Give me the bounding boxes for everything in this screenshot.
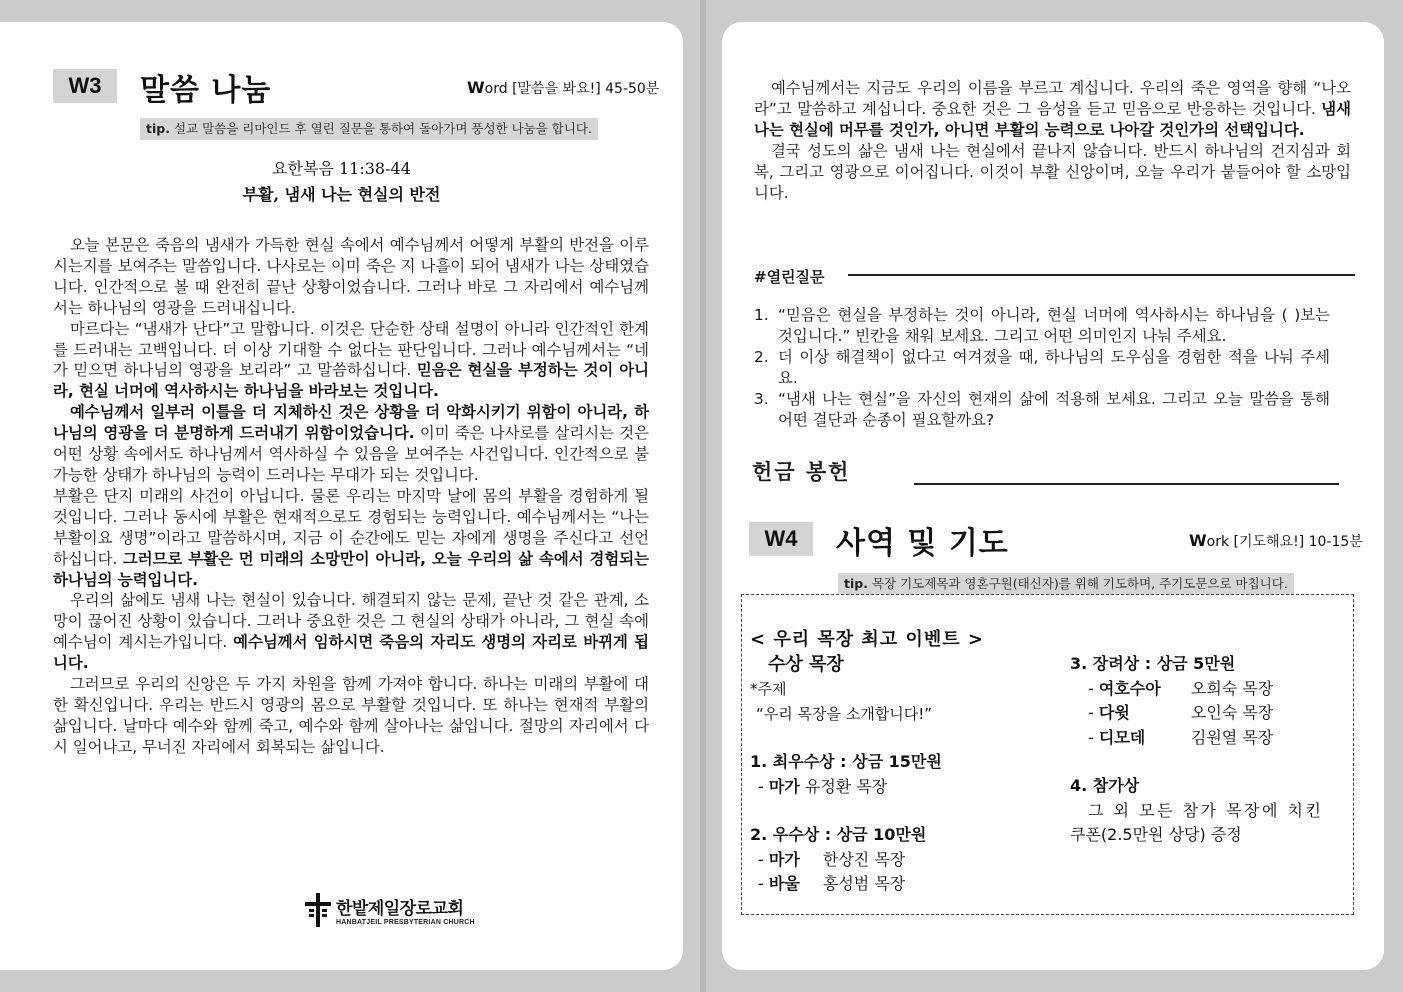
church-name-english: HANBATJEIL PRESBYTERIAN CHURCH	[336, 919, 475, 926]
theme-label: *주제	[750, 680, 787, 698]
heading-rule	[848, 274, 1355, 276]
paragraph: 그러므로 우리의 신앙은 두 가지 차원을 함께 가져야 합니다. 하나는 미래의 부활에 대한 확신입니다. 우리는 반드시 영광의 몸으로 부활할 것입니다. 또 하나는 현재적 부활의 삶입니다. 날마다 예수와 함께 죽고, 예수와 함께 살아나는 삶입니다. 절망의 자리에서 다시 일어나고, 무너진 자리에서 회복되는 삶입니다.	[53, 675, 649, 756]
scripture-reference: 요한복음 11:38-44	[272, 159, 411, 178]
left-page	[0, 22, 683, 970]
event-heading: < 우리 목장 최고 이벤트 >	[750, 629, 984, 650]
open-questions-heading: #열린질문	[754, 268, 825, 286]
award-text: 쿠폰(2.5만원 상당) 증정	[1070, 825, 1242, 844]
award-entry: - 디모데 김원열 목장	[1088, 727, 1274, 747]
paragraph: 우리의 삶에도 냄새 나는 현실이 있습니다. 해결되지 않는 문제, 끝난 것 같은 관계, 소망이 끊어진 상황이 있습니다. 그러나 중요한 것은 그 현실의 상태가 아니라, 그 현실 속에 예수님이 계시는가입니다. 예수님께서 임하시면 죽음의 자리도 생명의 자리로 바뀌게 됩니다.	[53, 591, 649, 673]
open-questions-list	[754, 305, 1330, 430]
sermon-body-continued	[754, 78, 1351, 203]
event-subheading: 수상 목장	[768, 653, 844, 675]
award-title: 4. 참가상	[1070, 776, 1140, 795]
paragraph: 마르다는 “냄새가 난다”고 말합니다. 이것은 단순한 상태 설명이 아니라 인간적인 한계를 드러내는 고백입니다. 더 이상 기대할 수 없다는 판단입니다. 그러나 예수님께서는 “네가 믿으면 하나님의 영광을 보리라” 고 말씀하십니다. 믿음은 현실을 부정하는 것이 아니라, 현실 너머에 역사하시는 하나님을 바라보는 것입니다.	[53, 319, 649, 401]
section-title-w4: 사역 및 기도	[836, 526, 1009, 561]
sermon-title: 부활, 냄새 나는 현실의 반전	[242, 185, 441, 204]
paragraph: 결국 성도의 삶은 냄새 나는 현실에서 끝나지 않습니다. 반드시 하나님의 건지심과 회복, 그리고 영광으로 이어집니다. 이것이 부활 신앙이며, 오늘 우리가 붙들어야 할 소망입니다.	[754, 141, 1351, 202]
cross-logo-icon	[303, 892, 333, 928]
offering-heading: 헌금 봉헌	[752, 460, 851, 484]
award-title: 3. 장려상 : 상금 5만원	[1070, 654, 1236, 673]
word-duration-w4: Work [기도해요!] 10-15분	[1189, 531, 1363, 550]
church-name: 한밭제일장로교회	[336, 899, 464, 919]
award-entry: - 마가 유정환 목장	[758, 776, 888, 796]
event-block-left	[750, 628, 984, 897]
section-badge-w3: W3	[53, 69, 117, 103]
section-badge-w4: W4	[749, 522, 813, 556]
award-entry: - 바울 홍성범 목장	[758, 874, 906, 893]
paragraph: 예수님께서는 지금도 우리의 이름을 부르고 계십니다. 우리의 죽은 영역을 향해 “나오라”고 말씀하고 계십니다. 중요한 것은 그 음성을 듣고 믿음으로 반응하는 것입니다. 냄새 나는 현실에 머무를 것인가, 아니면 부활의 능력으로 나아갈 것인가의 선택입니다.	[754, 79, 1351, 139]
sermon-body	[53, 235, 649, 758]
right-page	[722, 22, 1384, 970]
section-title-w3: 말씀 나눔	[140, 73, 272, 108]
award-text: 그 외 모든 참가 목장에 치킨	[1088, 800, 1324, 820]
church-logo	[303, 892, 475, 928]
award-entry: - 마가 한상진 목장	[758, 849, 906, 869]
award-title: 2. 우수상 : 상금 10만원	[750, 825, 927, 844]
question-item: 2. 더 이상 해결책이 없다고 여겨졌을 때, 하나님의 도우심을 경험한 적을 나눠 주세요.	[754, 347, 1330, 387]
tip-w3: tip. 설교 말씀을 리마인드 후 열린 질문을 통하여 돌아가며 풍성한 나눔을 합니다.	[140, 118, 598, 140]
question-item: 3. “냄새 나는 현실”을 자신의 현재의 삶에 적용해 보세요. 그리고 오늘 말씀을 통해 어떤 결단과 순종이 필요할까요?	[754, 389, 1330, 429]
theme-text: “우리 목장을 소개합니다!”	[756, 704, 932, 723]
word-duration-w3: Word [말씀을 봐요!] 45-50분	[467, 78, 660, 97]
award-title: 1. 최우수상 : 상금 15만원	[750, 752, 942, 771]
award-entry: - 여호수아 오희숙 목장	[1088, 678, 1274, 698]
question-item: 1. “믿음은 현실을 부정하는 것이 아니라, 현실 너머에 역사하시는 하나님을 ( )보는 것입니다.” 빈칸을 채워 보세요. 그리고 어떤 의미인지 나눠 주세요.	[754, 306, 1330, 345]
event-block-right	[1070, 652, 1323, 848]
award-entry: - 다윗 오인숙 목장	[1088, 703, 1274, 722]
paragraph: 예수님께서 일부러 이틀을 더 지체하신 것은 상황을 더 악화시키기 위함이 아니라, 하나님의 영광을 더 분명하게 드러내기 위함이었습니다. 이미 죽은 나사로를 살리시는 것은 어떤 상황 속에서도 하나님께서 역사하실 수 있음을 보여주는 사건입니다. 인간적으로 불가능한 상태가 하나님의 능력이 드러나는 무대가 되는 것입니다.	[53, 403, 649, 484]
paragraph: 부활은 단지 미래의 사건이 아닙니다. 물론 우리는 마지막 날에 몸의 부활을 경험하게 될 것입니다. 그러나 동시에 부활은 현재적으로도 경험되는 능력입니다. 예수님께서는 “나는 부활이요 생명”이라고 말씀하시며, 지금 이 순간에도 믿는 자에게 생명을 주신다고 선언하십니다. 그러므로 부활은 먼 미래의 소망만이 아니라, 오늘 우리의 삶 속에서 경험되는 하나님의 능력입니다.	[53, 486, 649, 589]
tip-w4: tip. 목장 기도제목과 영혼구원(태신자)를 위해 기도하며, 주기도문으로 마칩니다.	[838, 573, 1294, 595]
page-gutter	[700, 0, 706, 992]
paragraph: 오늘 본문은 죽음의 냄새가 가득한 현실 속에서 예수님께서 어떻게 부활의 반전을 이루시는지를 보여주는 말씀입니다. 나사로는 이미 죽은 지 나흘이 되어 냄새가 나는 상태였습니다. 인간적으로 볼 때 완전히 끝난 상황이었습니다. 그러나 바로 그 자리에서 예수님께서는 하나님의 영광을 드러내십니다.	[53, 236, 649, 317]
offering-rule	[914, 483, 1339, 485]
